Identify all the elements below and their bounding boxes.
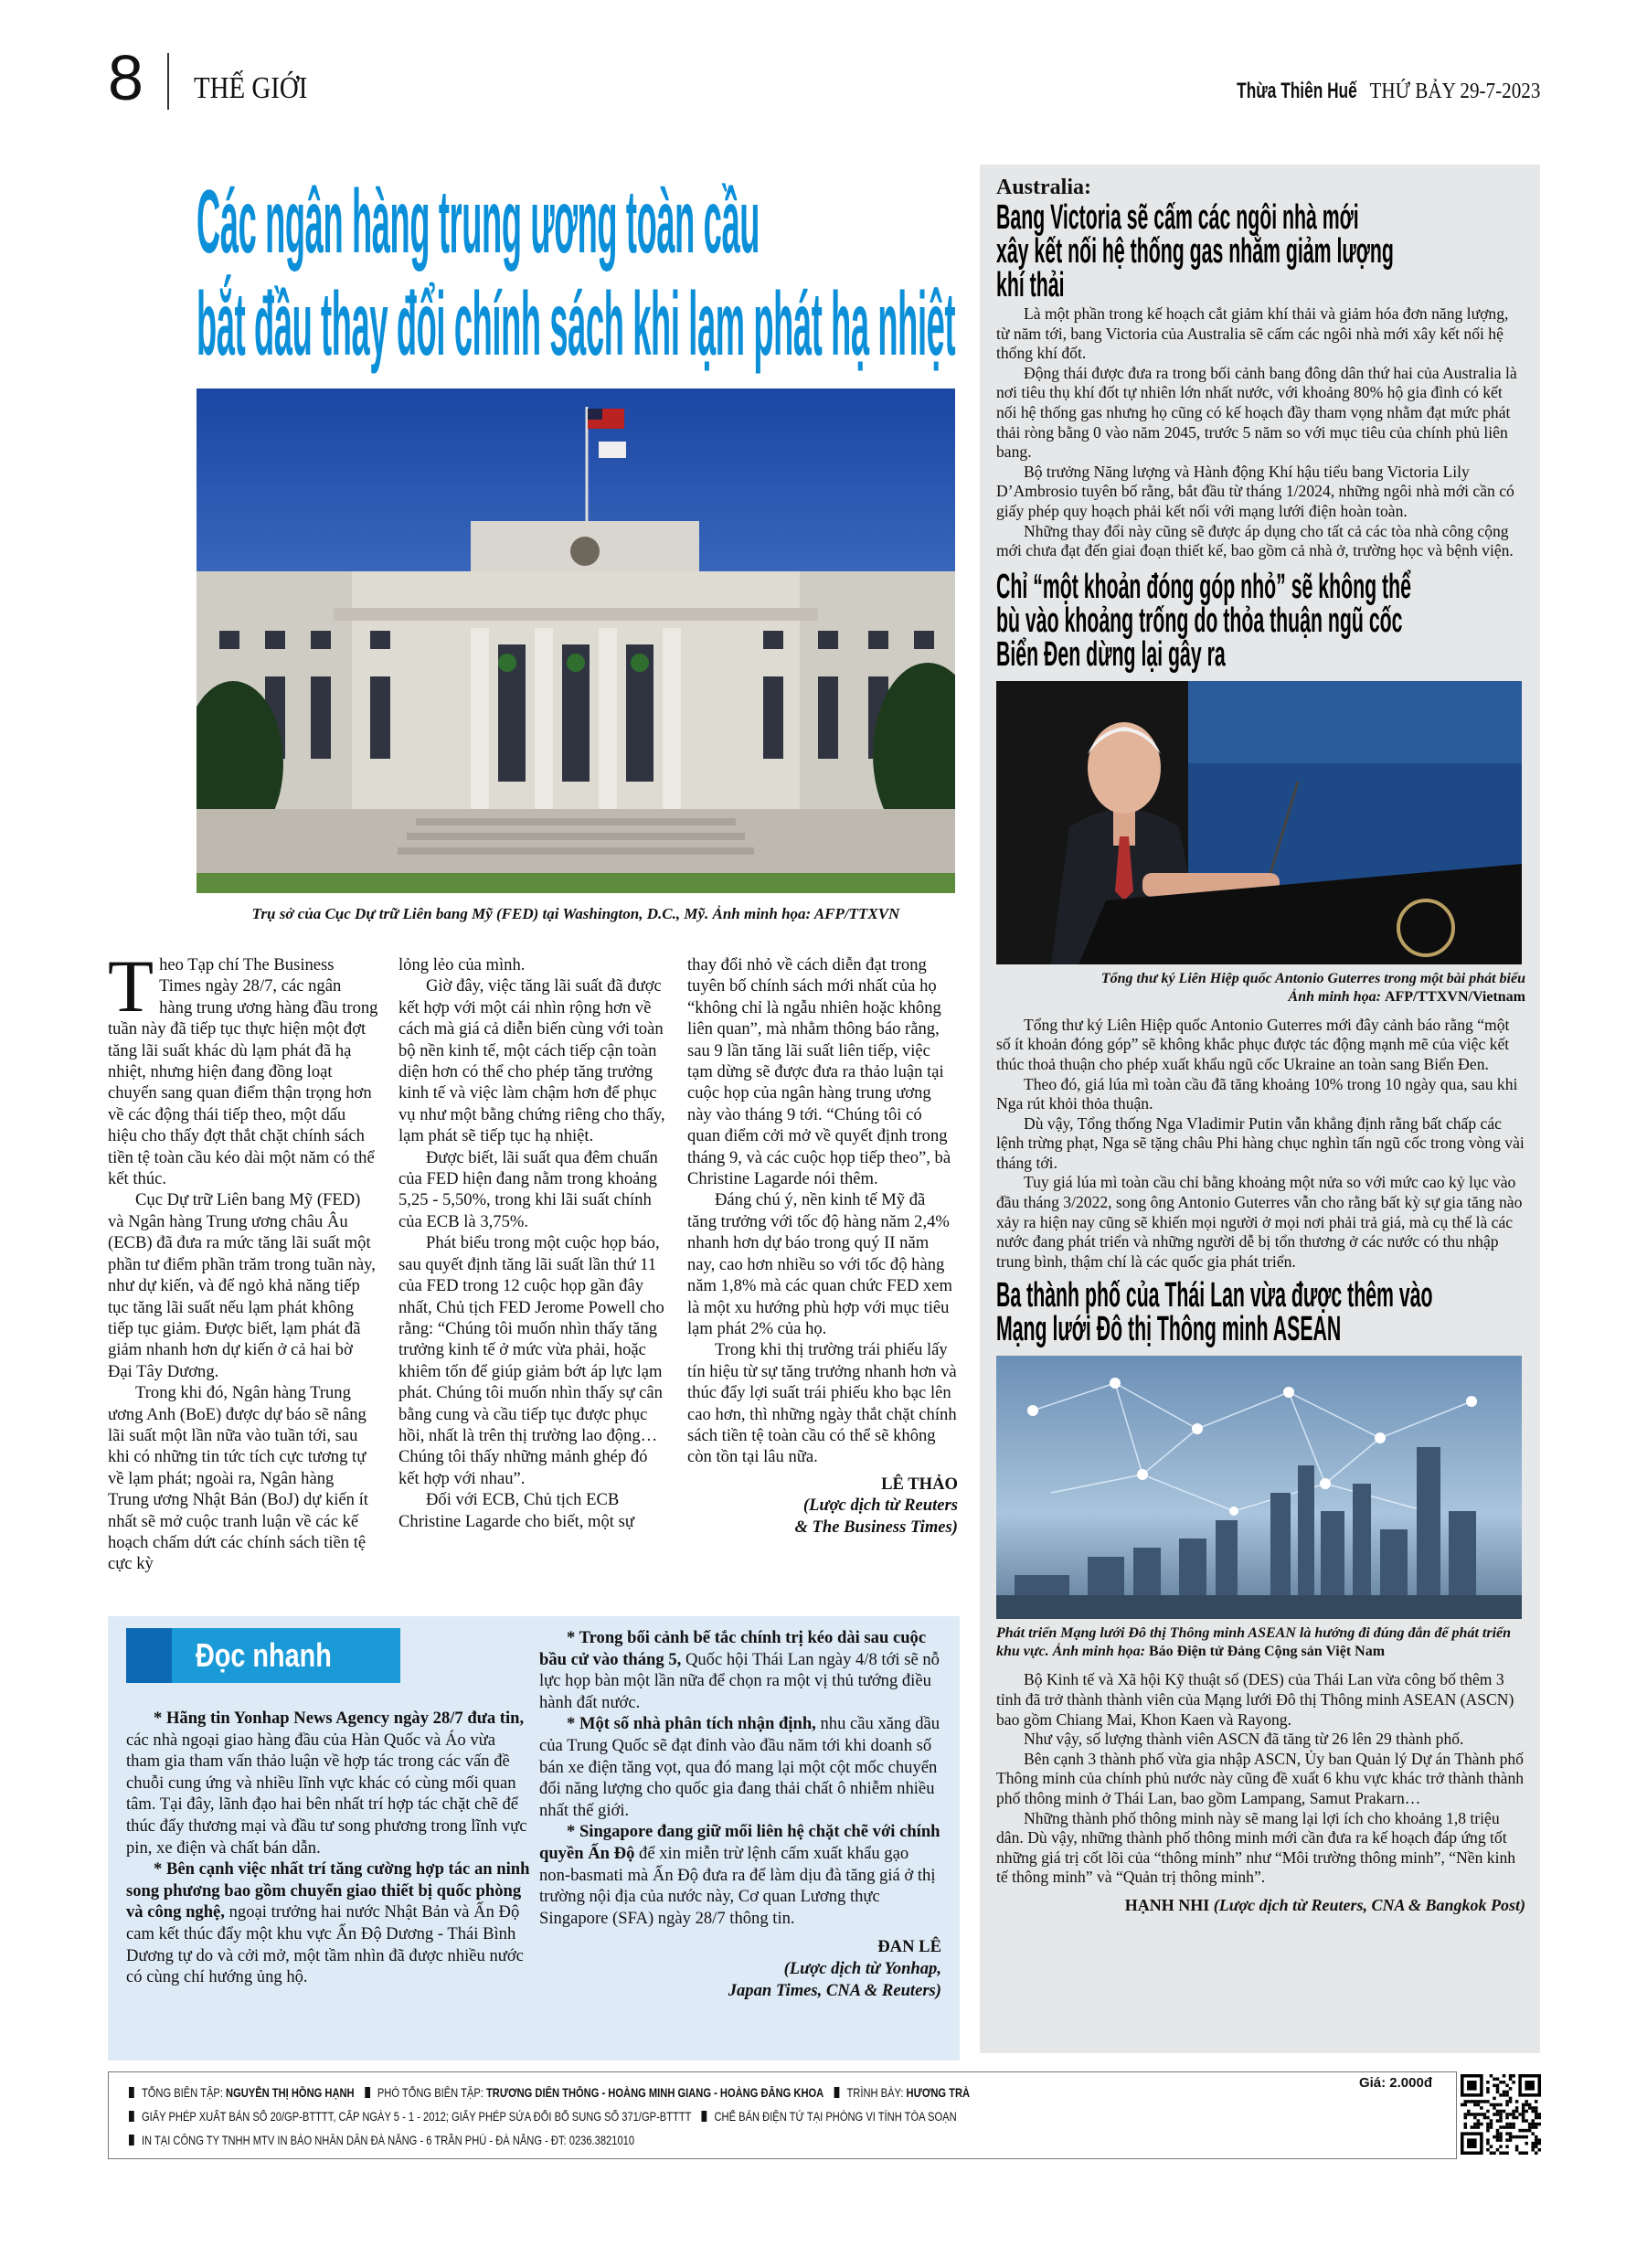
article-column-3 <box>687 954 958 1538</box>
quick-read-column-1 <box>126 1708 533 1988</box>
caption-credit: Báo Điện tử Đảng Cộng sản Việt Nam <box>1148 1644 1386 1660</box>
footer-text: GIẤY PHÉP XUẤT BẢN SỐ 20/GP-BTTTT, CẤP NGÀY 5 - 1 - 2012; GIẤY PHÉP SỬA ĐỔI BỔ SUNG SỐ 371/GP-BTTTT <box>141 2110 692 2124</box>
caption-text: Tổng thư ký Liên Hiệp quốc Antonio Guterres trong một bài phát biểu <box>1100 970 1525 986</box>
bullet-square-icon <box>129 2111 134 2122</box>
story-paragraph: Động thái được đưa ra trong bối cảnh bang đông dân thứ hai của Australia là nơi tiêu thụ khí đốt tự nhiên lớn nhất nước, với khoảng 80% hộ gia đình có kết nối hệ thống gas nhưng họ cũng có kế hoạch đầy tham vọng nhằm đạt mức phát thải ròng bằng 0 vào năm 2045, trước 5 năm so với mục tiêu của chính phủ liên bang. <box>996 363 1517 462</box>
story-body <box>996 1670 1525 1888</box>
brief-text: nhu cầu xăng dầu của Trung Quốc sẽ đạt đỉnh vào đầu năm tới khi doanh số bán xe điện tăng vọt, qua đó mang lại một cột mốc chuyển đổi năng lượng cho quốc gia đang thải chất ô nhiễm nhiều nhất thế giới. <box>539 1714 940 1820</box>
story-headline <box>996 1276 1525 1349</box>
brief-text: ngoại trưởng hai nước Nhật Bản và Ấn Độ cam kết thúc đẩy một khu vực Ấn Độ Dương - Thái Bình Dương tự do và cởi mở, một tầm nhìn đã được nhiều nước có cùng chí hướng ủng hộ. <box>126 1902 524 1987</box>
article-source: (Lược dịch từ Reuters <box>802 1496 958 1516</box>
bullet-square-icon <box>702 2111 707 2122</box>
footer-label: TỔNG BIÊN TẬP: <box>141 2086 227 2100</box>
main-photo-caption: Trụ sở của Cục Dự trữ Liên bang Mỹ (FED) tại Washington, D.C., Mỹ. Ảnh minh họa: AFP/TTXVN <box>251 905 900 922</box>
headline-line: Ba thành phố của Thái Lan vừa được thêm vào <box>996 1276 1433 1315</box>
smart-city-photo <box>996 1356 1522 1619</box>
imprint-footer <box>108 2071 1457 2159</box>
qr-code-icon[interactable] <box>1461 2073 1541 2156</box>
headline-line: khí thải <box>996 266 1065 304</box>
guterres-photo <box>996 681 1522 964</box>
quick-read-author: ĐAN LÊ <box>877 1937 941 1957</box>
story-body <box>996 1016 1525 1272</box>
story-byline <box>996 1895 1525 1915</box>
article-column-1 <box>108 944 378 1575</box>
news-brief <box>539 1713 941 1821</box>
quick-read-column-2 <box>539 1627 941 2001</box>
story-paragraph: Theo đó, giá lúa mì toàn cầu đã tăng khoảng 10% trong 10 ngày qua, sau khi Nga rút khỏi thỏa thuận. <box>996 1074 1518 1113</box>
brief-lead: * Một số nhà phân tích nhận định, <box>567 1714 816 1734</box>
article-paragraph: Đối với ECB, Chủ tịch ECB Christine Lagarde cho biết, một sự <box>398 1490 634 1531</box>
photo-caption <box>996 970 1525 1006</box>
story-paragraph: Những thành phố thông minh này sẽ mang lại lợi ích cho khoảng 1,8 triệu dân. Dù vậy, những thành phố thông minh mới cần đưa ra kế hoạch đáp ứng tốt những giá trị cốt lõi của “thông minh” như “Môi trường thông minh”, “Nền kinh tế thông minh” và “Quản trị thông minh”. <box>996 1808 1516 1887</box>
story-author: HẠNH NHI <box>1124 1895 1210 1914</box>
quick-read-header <box>126 1628 400 1683</box>
headline-line: Chỉ “một khoản đóng góp nhỏ” sẽ không thể <box>996 567 1411 606</box>
footer-value: NGUYỄN THỊ HỒNG HẠNH <box>226 2086 355 2100</box>
footer-label: TRÌNH BÀY: <box>846 2086 907 2100</box>
header-accent <box>126 1628 172 1683</box>
headline-line: Các ngân hàng trung ương toàn cầu <box>197 171 760 272</box>
caption-text: Phát triển Mạng lưới Đô thị Thông minh ASEAN là hướng đi đúng đắn để phát triển khu vực. Ảnh minh họa: <box>996 1625 1512 1660</box>
paragraph-text: heo Tạp chí The Business Times ngày 28/7, các ngân hàng trung ương hàng đầu trong tuần này đã tiếp tục thực hiện một đợt tăng lãi suất khác dù lạm phát đã hạ nhiệt, nhưng hiện đang đồng loạt chuyển sang quan điểm thận trọng hơn về các động thái tiếp theo, một dấu hiệu cho thấy đợt thắt chặt chính sách tiền tệ toàn cầu kéo dài một năm có thể kết thúc. <box>108 955 378 1189</box>
article-paragraph: Trong khi đó, Ngân hàng Trung ương Anh (BoE) được dự báo sẽ nâng lãi suất một lần nữa vào tuần tới, sau khi có những tin tức tích cực tương tự về lạm phát; ngoài ra, Ngân hàng Trung ương Nhật Bản (BoJ) dự kiến ít nhất sẽ mở cuộc tranh luận về các kế hoạch chấm dứt các chính sách tiền tệ cực kỳ <box>108 1383 368 1574</box>
world-news-sidebar <box>980 165 1540 2053</box>
quick-read-source: (Lược dịch từ Yonhap, <box>783 1958 941 1978</box>
article-source: & The Business Times) <box>794 1517 958 1537</box>
story-paragraph: Như vậy, số lượng thành viên ASCN đã tăng từ 26 lên 29 thành phố. <box>1024 1730 1464 1749</box>
article-paragraph: Được biết, lãi suất qua đêm chuẩn của FED hiện đang nằm trong khoảng 5,25 - 5,50%, trong khi lãi suất chính của ECB là 3,75%. <box>398 1147 658 1231</box>
main-headline <box>197 170 955 375</box>
story-paragraph: Bên cạnh 3 thành phố vừa gia nhập ASCN, Ủy ban Quản lý Dự án Thành phố Thông minh của chính phủ nước này cũng đề xuất 6 khu vực khác trở thành thành phố thông minh ở Thái Lan, bao gồm Lampang, Samut Prakarn… <box>996 1749 1525 1807</box>
footer-line-editors <box>129 2082 1418 2105</box>
bullet-square-icon <box>365 2087 370 2098</box>
footer-text: IN TẠI CÔNG TY TNHH MTV IN BÁO NHÂN DÂN ĐÀ NẴNG - 6 TRẦN PHÚ - ĐÀ NẴNG - ĐT: 0236.3821010 <box>141 2134 635 2147</box>
header-divider <box>167 53 169 110</box>
story-paragraph: Bộ trưởng Năng lượng và Hành động Khí hậu tiểu bang Victoria Lily D’Ambrosio tuyên bố rằng, bắt đầu từ tháng 1/2024, những ngôi nhà mới cần có giấy phép quy hoạch phải kết nối với mạng lưới điện hoàn toàn. <box>996 462 1514 520</box>
story-kicker: Australia: <box>996 176 1091 199</box>
headline-line: bù vào khoảng trống do thỏa thuận ngũ cốc <box>996 601 1403 640</box>
headline-line: xây kết nối hệ thống gas nhằm giảm lượng <box>996 232 1394 271</box>
story-headline <box>996 198 1525 304</box>
footer-label: PHÓ TỔNG BIÊN TẬP: <box>377 2086 486 2100</box>
brief-text: để xin miễn trừ lệnh cấm xuất khẩu gạo non-basmati mà Ấn Độ đưa ra để làm dịu đà tăng giá ở thị trường nội địa của nước này, Cơ quan Lương thực Singapore (SFA) ngày 28/7 thông tin. <box>539 1843 936 1928</box>
article-paragraph: Đáng chú ý, nền kinh tế Mỹ đã tăng trưởng với tốc độ hàng năm 2,4% nhanh hơn dự báo trong quý II năm nay, cao hơn nhiều so với tốc độ hàng năm 1,8% mà các quan chức FED xem là một xu hướng phù hợp với mục tiêu lạm phát 2% của họ. <box>687 1190 952 1338</box>
footer-text: CHẾ BẢN ĐIỆN TỬ TẠI PHÒNG VI TÍNH TÒA SOẠN <box>714 2110 957 2124</box>
drop-cap: T <box>108 944 154 1028</box>
news-brief <box>126 1708 533 1858</box>
quick-read-box <box>108 1616 960 2060</box>
brief-text: Quốc hội Thái Lan ngày 4/8 tới sẽ nỗ lực họp bàn một lần nữa để chọn ra một vị thủ tướng điều hành đất nước. <box>539 1649 940 1712</box>
story-paragraph: Dù vậy, Tổng thống Nga Vladimir Putin vẫn khẳng định rằng bất chấp các lệnh trừng phạt, Nga sẽ tặng châu Phi hàng chục nghìn tấn ngũ cốc trong vòng vài tháng tới. <box>996 1113 1525 1172</box>
news-brief <box>539 1627 941 1713</box>
footer-value: TRƯƠNG DIÊN THỐNG - HOÀNG MINH GIANG - HOÀNG ĐĂNG KHOA <box>485 2086 824 2100</box>
story-body <box>996 304 1525 561</box>
issue-date: THỨ BẢY 29-7-2023 <box>1369 80 1540 103</box>
story-paragraph: Là một phần trong kế hoạch cắt giảm khí thải và giảm hóa đơn năng lượng, từ năm tới, bang Victoria của Australia sẽ cấm các ngôi nhà mới xây kết nối hệ thống khí đốt. <box>996 304 1509 363</box>
fed-building-photo <box>197 389 955 893</box>
page-number: 8 <box>108 42 143 113</box>
headline-line: Mạng lưới Đô thị Thông minh ASEAN <box>996 1310 1342 1349</box>
article-author: LÊ THẢO <box>881 1474 958 1494</box>
article-paragraph: Trong khi thị trường trái phiếu lấy tín hiệu từ sự tăng trưởng nhanh hơn và thúc đẩy lợi suất trái phiếu kho bạc lên cao hơn, thì những ngày thắt chặt chính sách tiền tệ toàn cầu có thể sẽ không còn tồn tại lâu nữa. <box>687 1340 957 1467</box>
caption-credit: AFP/TTXVN/Vietnam <box>1384 988 1525 1005</box>
paper-name: Thừa Thiên Huế <box>1237 79 1357 103</box>
brief-lead: * Singapore đang giữ mối liên hệ chặt chẽ với chính quyền Ấn Độ <box>539 1822 940 1863</box>
article-paragraph <box>108 944 378 1189</box>
story-paragraph: Tổng thư ký Liên Hiệp quốc Antonio Guterres mới đây cảnh báo rằng “một số ít khoản đóng góp” sẽ không khắc phục được tác động mạnh mẽ của việc kết thúc thoả thuận cho phép xuất khẩu ngũ cốc Ukraine an toàn sang Biển Đen. <box>996 1015 1510 1073</box>
article-column-2 <box>398 954 669 1532</box>
article-paragraph: Phát biểu trong một cuộc họp báo, sau quyết định tăng lãi suất lần thứ 11 của FED trong 12 cuộc họp gần đây nhất, Chủ tịch FED Jerome Powell cho rằng: “Chúng tôi muốn nhìn thấy tăng trưởng kinh tế ở mức vừa phải, hoặc khiêm tốn để giúp giảm bớt áp lực lạm phát. Chúng tôi muốn nhìn thấy sự cân bằng cung và cầu tiếp tục được phục hồi, nhất là trên thị trường lao động… Chúng tôi thấy những mảnh ghép đó kết hợp với nhau”. <box>398 1233 664 1488</box>
brief-lead: * Trong bối cảnh bế tắc chính trị kéo dài sau cuộc bầu cử vào tháng 5, <box>539 1628 927 1669</box>
story-paragraph: Bộ Kinh tế và Xã hội Kỹ thuật số (DES) của Thái Lan vừa công bố thêm 3 tỉnh đã trở thành thành viên của Mạng lưới Đô thị Thông minh ASEAN (ASCN) bao gồm Chiang Mai, Khon Kaen và Rayong. <box>996 1670 1514 1729</box>
bullet-square-icon <box>129 2087 134 2098</box>
story-paragraph: Những thay đổi này cũng sẽ được áp dụng cho tất cả các tòa nhà công cộng mới chưa đạt đến giai đoạn thiết kế, bao gồm cả nhà ở, trường học và bệnh viện. <box>996 521 1514 560</box>
masthead <box>1190 80 1540 102</box>
headline-line: bắt đầu thay đổi chính sách khi lạm phát hạ nhiệt <box>197 273 956 374</box>
price: Giá: 2.000đ <box>1358 2075 1432 2091</box>
bullet-square-icon <box>834 2087 840 2098</box>
headline-line: Biển Đen dừng lại gây ra <box>996 634 1226 674</box>
news-brief <box>539 1821 941 1929</box>
bullet-square-icon <box>129 2135 134 2146</box>
section-title: THẾ GIỚI <box>194 71 308 105</box>
photo-caption <box>996 1624 1525 1661</box>
article-paragraph: Giờ đây, việc tăng lãi suất đã được kết hợp với một cái nhìn rộng hơn về cách mà giá cả diễn biến cùng với toàn bộ nền kinh tế, một cách tiếp cận toàn diện hơn có thể cho phép tăng trưởng kinh tế và việc làm chậm hơn để phục vụ như một bằng chứng riêng cho thấy, lạm phát sẽ tiếp tục hạ nhiệt. <box>398 976 665 1146</box>
footer-value: HƯƠNG TRÀ <box>906 2086 971 2100</box>
caption-credit-label: Ảnh minh họa: <box>1288 988 1381 1005</box>
brief-lead: * Hãng tin Yonhap News Agency ngày 28/7 đưa tin, <box>154 1709 525 1728</box>
headline-line: Bang Victoria sẽ cấm các ngôi nhà mới <box>996 198 1359 237</box>
story-headline <box>996 567 1525 674</box>
article-paragraph: thay đổi nhỏ về cách diễn đạt trong tuyên bố chính sách mới nhất của họ “không chỉ là ngẫu nhiên hoặc không liên quan”, mà nhằm thông báo rằng, sau 9 lần tăng lãi suất liên tiếp, việc tạm dừng sẽ được đưa ra thảo luận tại cuộc họp của ngân hàng trung ương này vào tháng 9 tới. “Chúng tôi có quan điểm cởi mở về quyết định trong tháng 9, và các cuộc họp tiếp theo”, bà Christine Lagarde nói thêm. <box>687 955 951 1189</box>
story-paragraph: Tuy giá lúa mì toàn cầu chỉ bằng khoảng một nửa so với mức cao kỷ lục vào đầu tháng 3/2022, song ông Antonio Guterres vẫn cho rằng bất kỳ sự gia tăng nào xảy ra hiện nay cũng sẽ khiến mọi người ở mọi nơi phải trả giá, mà cụ thể là các nước đang phát triển và những người dễ bị tổn thương ở các nước có thu nhập trung bình, thậm chí là các quốc gia phát triển. <box>996 1173 1523 1271</box>
footer-line-printer <box>129 2129 1418 2153</box>
news-brief <box>126 1858 533 1988</box>
footer-line-license <box>129 2105 1418 2129</box>
article-paragraph: Cục Dự trữ Liên bang Mỹ (FED) và Ngân hàng Trung ương châu Âu (ECB) đã đưa ra mức tăng lãi suất một phần tư điểm phần trăm trong tuần này, như dự kiến, và để ngỏ khả năng tiếp tục tăng lãi suất nếu lạm phát không tiếp tục giảm. Được biết, lạm phát đã giảm nhanh hơn dự kiến ở cả hai bờ Đại Tây Dương. <box>108 1190 376 1381</box>
story-source: (Lược dịch từ Reuters, CNA & Bangkok Post) <box>1213 1895 1525 1914</box>
quick-read-title: Đọc nhanh <box>196 1636 332 1674</box>
quick-read-source: Japan Times, CNA & Reuters) <box>728 1980 941 2000</box>
article-paragraph: lỏng lẻo của mình. <box>398 955 526 974</box>
brief-text: các nhà ngoại giao hàng đầu của Hàn Quốc và Áo vừa tham gia tham vấn thảo luận về hợp tác trong các vấn đề chuỗi cung ứng và nhiều lĩnh vực khác có cùng mối quan tâm. Tại đây, lãnh đạo hai bên nhất trí hợp tác chặt chẽ để thúc đẩy thương mại và đầu tư song phương trong lĩnh vực pin, xe điện và chất bán dẫn. <box>126 1730 527 1858</box>
brief-lead: * Bên cạnh việc nhất trí tăng cường hợp tác an ninh song phương bao gồm chuyển giao thiết bị quốc phòng và công nghệ, <box>126 1859 530 1922</box>
